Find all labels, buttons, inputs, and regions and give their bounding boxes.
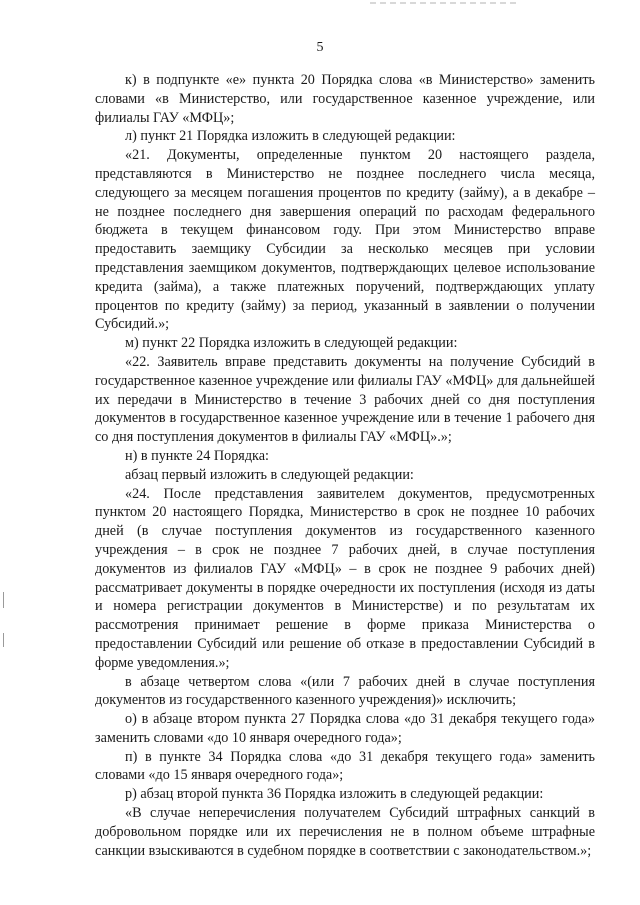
paragraph-k: к) в подпункте «е» пункта 20 Порядка слова «в Министерство» заменить словами «в Министерство, или государственное казенное учреждение, или филиалы ГАУ «МФЦ»; <box>95 72 595 126</box>
paragraph-22: «22. Заявитель вправе представить документы на получение Субсидий в государственное казенное учреждение или филиалы ГАУ «МФЦ» для дальнейшей их передачи в Министерство в течение 3 рабочих дней со дня поступления документов в государственное казенное учреждение или в течение 1 рабочего дня со дня поступления документов в филиалы ГАУ «МФЦ».»; <box>95 353 595 446</box>
binding-mark-lower <box>3 633 4 647</box>
paragraph-24: «24. После представления заявителем документов, предусмотренных пунктом 20 настоящего Порядка, Министерство в срок не позднее 10 рабочих дней (в случае поступления документов из государственного казенного учреждения – в срок не позднее 7 рабочих дней, в случае поступления документов из филиалов ГАУ «МФЦ» – в срок не позднее 9 рабочих дней) рассматривает документы в порядке очередности их поступления (исходя из даты и номера регистрации документов в Министерстве) и по результатам их рассмотрения принимает решение в форме приказа Министерства о предоставлении Субсидий или решение об отказе в предоставлении Субсидий в форме уведомления.»; <box>95 485 595 671</box>
document-body <box>95 71 595 860</box>
binding-mark-upper <box>3 592 4 608</box>
paragraph-fourth-abzac: в абзаце четвертом слова «(или 7 рабочих дней в случае поступления документов из государственного казенного учреждения)» исключить; <box>95 673 595 709</box>
paragraph-o: о) в абзаце втором пункта 27 Порядка слова «до 31 декабря текущего года» заменить словами «до 10 января очередного года»; <box>95 711 595 746</box>
page-number: 5 <box>316 40 324 55</box>
paragraph-r: р) абзац второй пункта 36 Порядка изложить в следующей редакции: <box>125 786 544 803</box>
paragraph-p: п) в пункте 34 Порядка слова «до 31 декабря текущего года» заменить словами «до 15 января очередного года»; <box>95 748 595 784</box>
paragraph-first-abzac: абзац первый изложить в следующей редакции: <box>125 466 414 483</box>
scan-artifact <box>370 2 520 4</box>
paragraph-m: м) пункт 22 Порядка изложить в следующей редакции: <box>125 335 458 352</box>
paragraph-l: л) пункт 21 Порядка изложить в следующей редакции: <box>125 128 456 145</box>
paragraph-21: «21. Документы, определенные пунктом 20 настоящего раздела, представляются в Министерство не позднее последнего числа месяца, следующего за месяцем погашения процентов по кредиту (займу), а в декабре – не позднее последнего дня завершения операций по расходам федерального бюджета в текущем финансовом году. При этом Министерство вправе предоставить заемщику Субсидии за несколько месяцев при условии представления заемщиком документов, подтверждающих целевое использование кредита (займа), а также платежных поручений, подтверждающих уплату процентов по кредиту (займу) за период, указанный в заявлении о получении Субсидий.»; <box>95 147 595 333</box>
paragraph-36: «В случае неперечисления получателем Субсидий штрафных санкций в добровольном порядке или их перечисления не в полном объеме штрафные санкции взыскиваются в судебном порядке в соответствии с законодательством.»; <box>95 805 595 859</box>
paragraph-n: н) в пункте 24 Порядка: <box>125 447 269 464</box>
